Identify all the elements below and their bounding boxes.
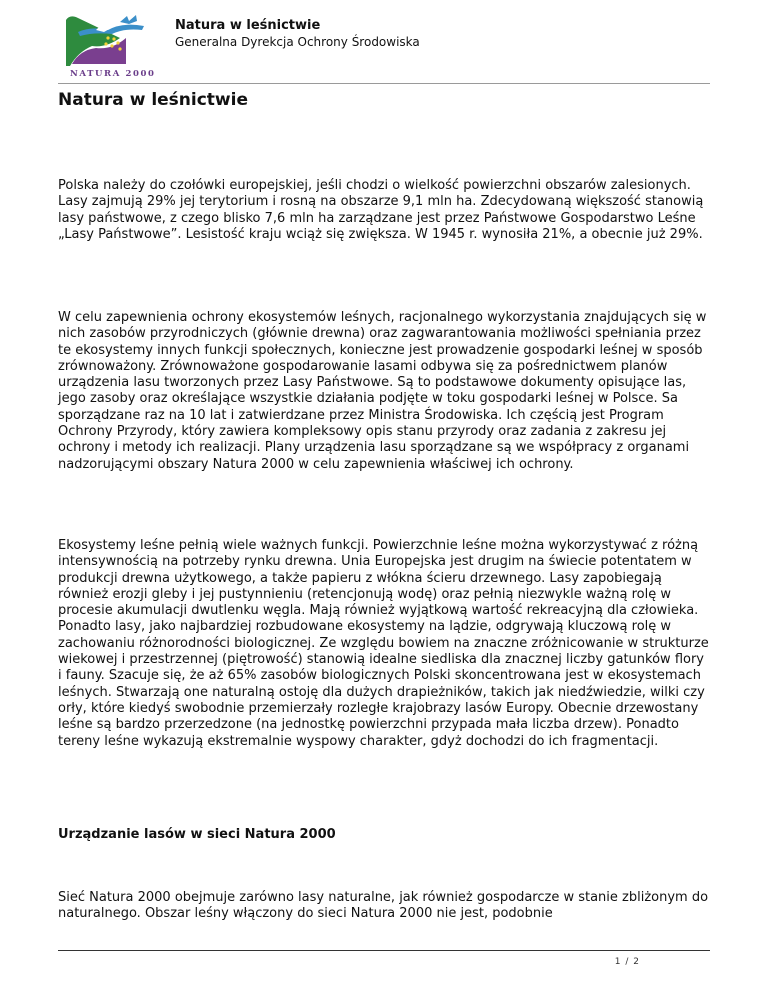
header-divider <box>58 83 710 84</box>
natura-2000-logo <box>58 8 158 80</box>
paragraph: Sieć Natura 2000 obejmuje zarówno lasy naturalne, jak również gospodarcze w stanie zbliżonym do naturalnego. Obszar leśny włączony do sieci Natura 2000 nie jest, podobnie <box>58 890 709 922</box>
page-title: Natura w leśnictwie <box>58 90 248 110</box>
section-heading: Urządzanie lasów w sieci Natura 2000 <box>58 827 336 842</box>
paragraph: W celu zapewnienia ochrony ekosystemów leśnych, racjonalnego wykorzystania znajdujących się w nich zasobów przyrodniczych (głównie drewna) oraz zagwarantowania możliwości spełniania przez te ekosystemy innych funkcji społecznych, konieczne jest prowadzenie gospodarki leśnej w sposób zrównoważony. Zrównoważone gospodarowanie lasami odbywa się za pośrednictwem planów urządzenia lasu tworzonych przez Lasy Państwowe. Są to podstawowe dokumenty opisujące las, jego zasoby oraz określające wszystkie działania podjęte w toku gospodarki leśnej w Polsce. Sa sporządzane raz na 10 lat i zatwierdzane przez Ministra Środowiska. Ich częścią jest Program Ochrony Przyrody, który zawiera kompleksowy opis stanu przyrody oraz zadania z zakresu jej ochrony i metody ich realizacji. Plany urządzenia lasu sporządzane są we współpracy z organami nadzorującymi obszary Natura 2000 w celu zapewnienia właściwej ich ochrony. <box>58 310 707 472</box>
document-header <box>58 8 768 84</box>
logo-text: NATURA 2000 <box>70 69 156 79</box>
paragraph: Polska należy do czołówki europejskiej, jeśli chodzi o wielkość powierzchni obszarów zalesionych. Lasy zajmują 29% jej terytorium i rosną na obszarze 9,1 mln ha. Zdecydowaną większość stanowią lasy państwowe, z czego blisko 7,6 mln ha zarządzane jest przez Państwowe Gospodarstwo Leśne „Lasy Państwowe”. Lesistość kraju wciąż się zwiększa. W 1945 r. wynosiła 21%, a obecnie już 29%. <box>58 178 704 242</box>
paragraph: Ekosystemy leśne pełnią wiele ważnych funkcji. Powierzchnie leśne można wykorzystywać z różną intensywnością na potrzeby rynku drewna. Unia Europejska jest drugim na świecie potentatem w produkcji drewna użytkowego, a także papieru z włókna ścieru drzewnego. Lasy zapobiegają również erozji gleby i jej pustynnieniu (retencjonują wodę) oraz pełnią niezwykle ważną rolę w procesie akumulacji dwutlenku węgla. Mają również wyjątkową wartość rekreacyjną dla człowieka. Ponadto lasy, jako najbardziej rozbudowane ekosystemy na lądzie, odgrywają kluczową rolę w zachowaniu różnorodności biologicznej. Ze względu bowiem na znaczne zróżnicowanie w strukturze wiekowej i przestrzennej (piętrowość) stanowią idealne siedliska dla znacznej liczby gatunków flory i fauny. Szacuje się, że aż 65% zasobów biologicznych Polski skoncentrowana jest w ekosystemach leśnych. Stwarzają one naturalną ostoję dla dużych drapieżników, takich jak niedźwiedzie, wilki czy orły, które kiedyś swobodnie przemierzały rozległe krajobrazy lasów Europy. Obecnie drzewostany leśne są bardzo przerzedzone (na jednostkę powierzchni przypada mała liczba drzew). Ponadto tereny leśne wykazują ekstremalnie wyspowy charakter, gdyż dochodzi do ich fragmentacji. <box>58 538 709 749</box>
footer-divider <box>58 950 710 951</box>
page-number: 1 / 2 <box>614 957 640 967</box>
site-title: Natura w leśnictwie <box>175 18 321 33</box>
site-subtitle: Generalna Dyrekcja Ochrony Środowiska <box>175 35 420 49</box>
